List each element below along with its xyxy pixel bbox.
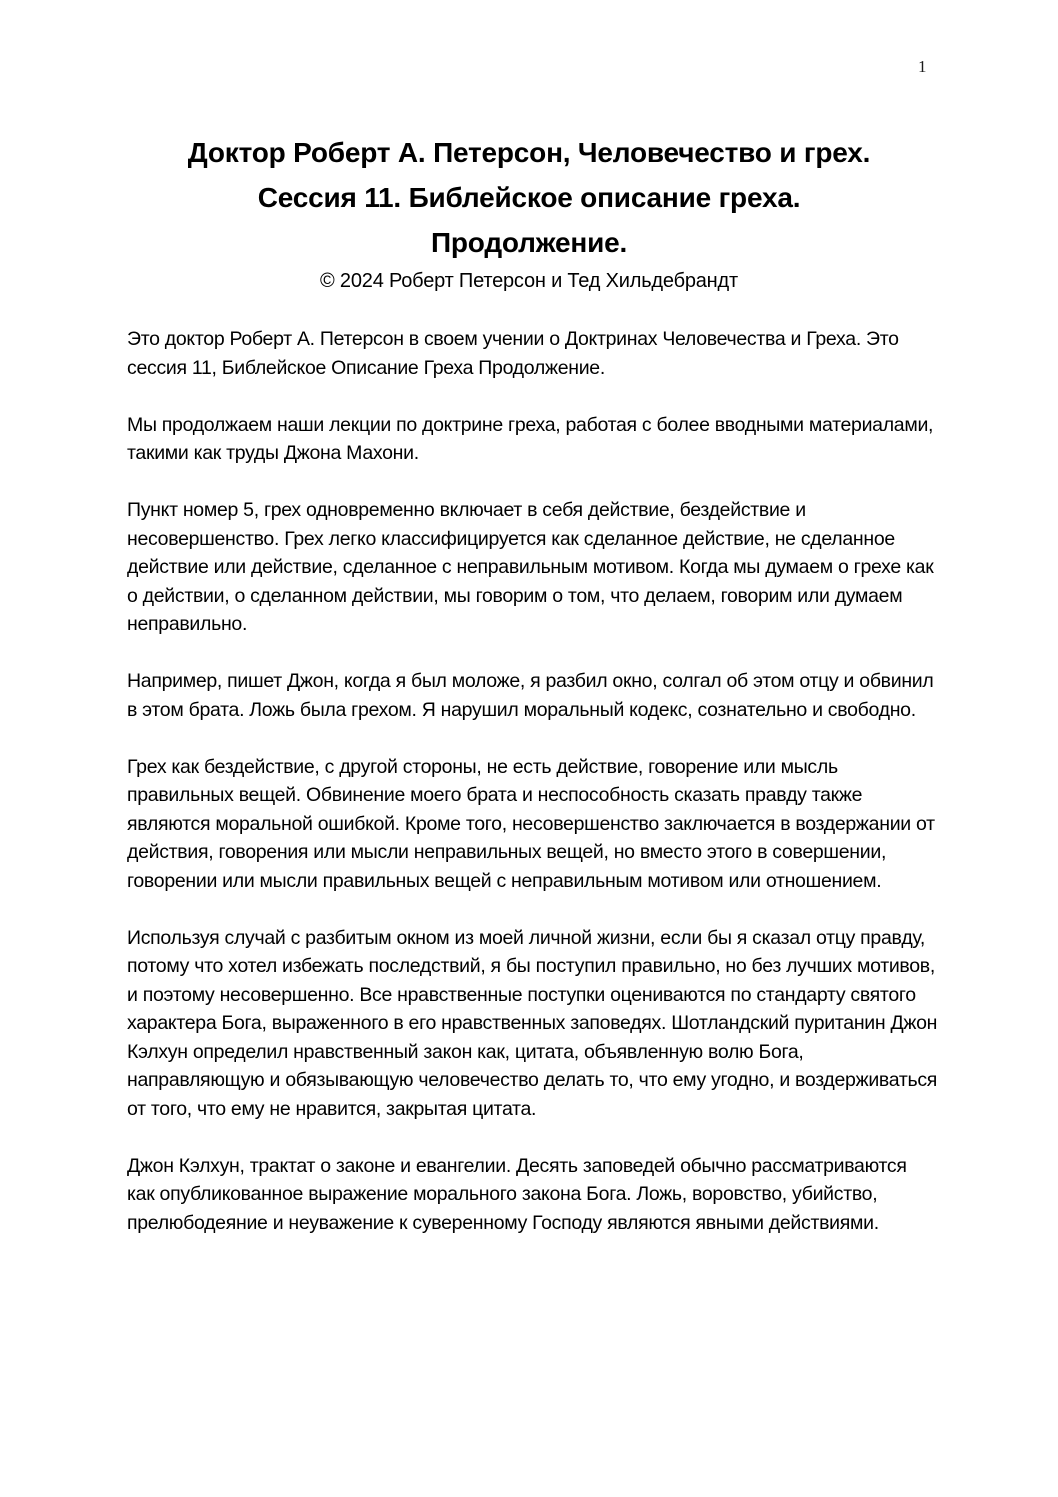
paragraph-6: Используя случай с разбитым окном из моей личной жизни, если бы я сказал отцу правду, потому что хотел избежать последствий, я бы поступил правильно, но без лучших мотивов, и поэтому несовершенно. Все нравственные поступки оцениваются по стандарту святого характера Бога, выраженного в его нравственных заповедях. Шотландский пуританин Джон Кэлхун определил нравственный закон как, цитата, объявленную волю Бога, направляющую и обязывающую человечество делать то, что ему угодно, и воздерживаться от того, что ему не нравится, закрытая цитата. <box>127 926 938 1120</box>
document-title-line-3: Продолжение. <box>430 227 628 258</box>
document-body <box>127 325 939 1237</box>
page-number: 1 <box>918 57 927 76</box>
document-title-line-2: Сессия 11. Библейское описание греха. <box>257 182 801 213</box>
paragraph-5: Грех как бездействие, с другой стороны, не есть действие, говорение или мысль правильных вещей. Обвинение моего брата и неспособность сказать правду также являются моральной ошибкой. Кроме того, несовершенство заключается в воздержании от действия, говорения или мысли неправильных вещей, но вместо этого в совершении, говорении или мысли правильных вещей с неправильным мотивом или отношением. <box>127 755 935 892</box>
paragraph-4: Например, пишет Джон, когда я был моложе, я разбил окно, солгал об этом отцу и обвинил в этом брата. Ложь была грехом. Я нарушил моральный кодекс, сознательно и свободно. <box>127 670 934 721</box>
document-header <box>0 0 1058 295</box>
paragraph-2: Мы продолжаем наши лекции по доктрине греха, работая с более вводными материалами, такими как труды Джона Махони. <box>127 413 934 464</box>
copyright-notice: © 2024 Роберт Петерсон и Тед Хильдебрандт <box>320 270 738 292</box>
paragraph-7: Джон Кэлхун, трактат о законе и евангелии. Десять заповедей обычно рассматриваются как опубликованное выражение морального закона Бога. Ложь, воровство, убийство, прелюбодеяние и неуважение к суверенному Господу являются явными действиями. <box>127 1154 907 1234</box>
document-title-line-1: Доктор Роберт А. Петерсон, Человечество и грех. <box>187 137 871 168</box>
paragraph-3: Пункт номер 5, грех одновременно включает в себя действие, бездействие и несовершенство. Грех легко классифицируется как сделанное действие, не сделанное действие или действие, сделанное с неправильным мотивом. Когда мы думаем о грехе как о действии, о сделанном действии, мы говорим о том, что делаем, говорим или думаем неправильно. <box>127 499 934 635</box>
paragraph-1: Это доктор Роберт А. Петерсон в своем учении о Доктринах Человечества и Греха. Это сессия 11, Библейское Описание Греха Продолжение. <box>127 328 899 379</box>
